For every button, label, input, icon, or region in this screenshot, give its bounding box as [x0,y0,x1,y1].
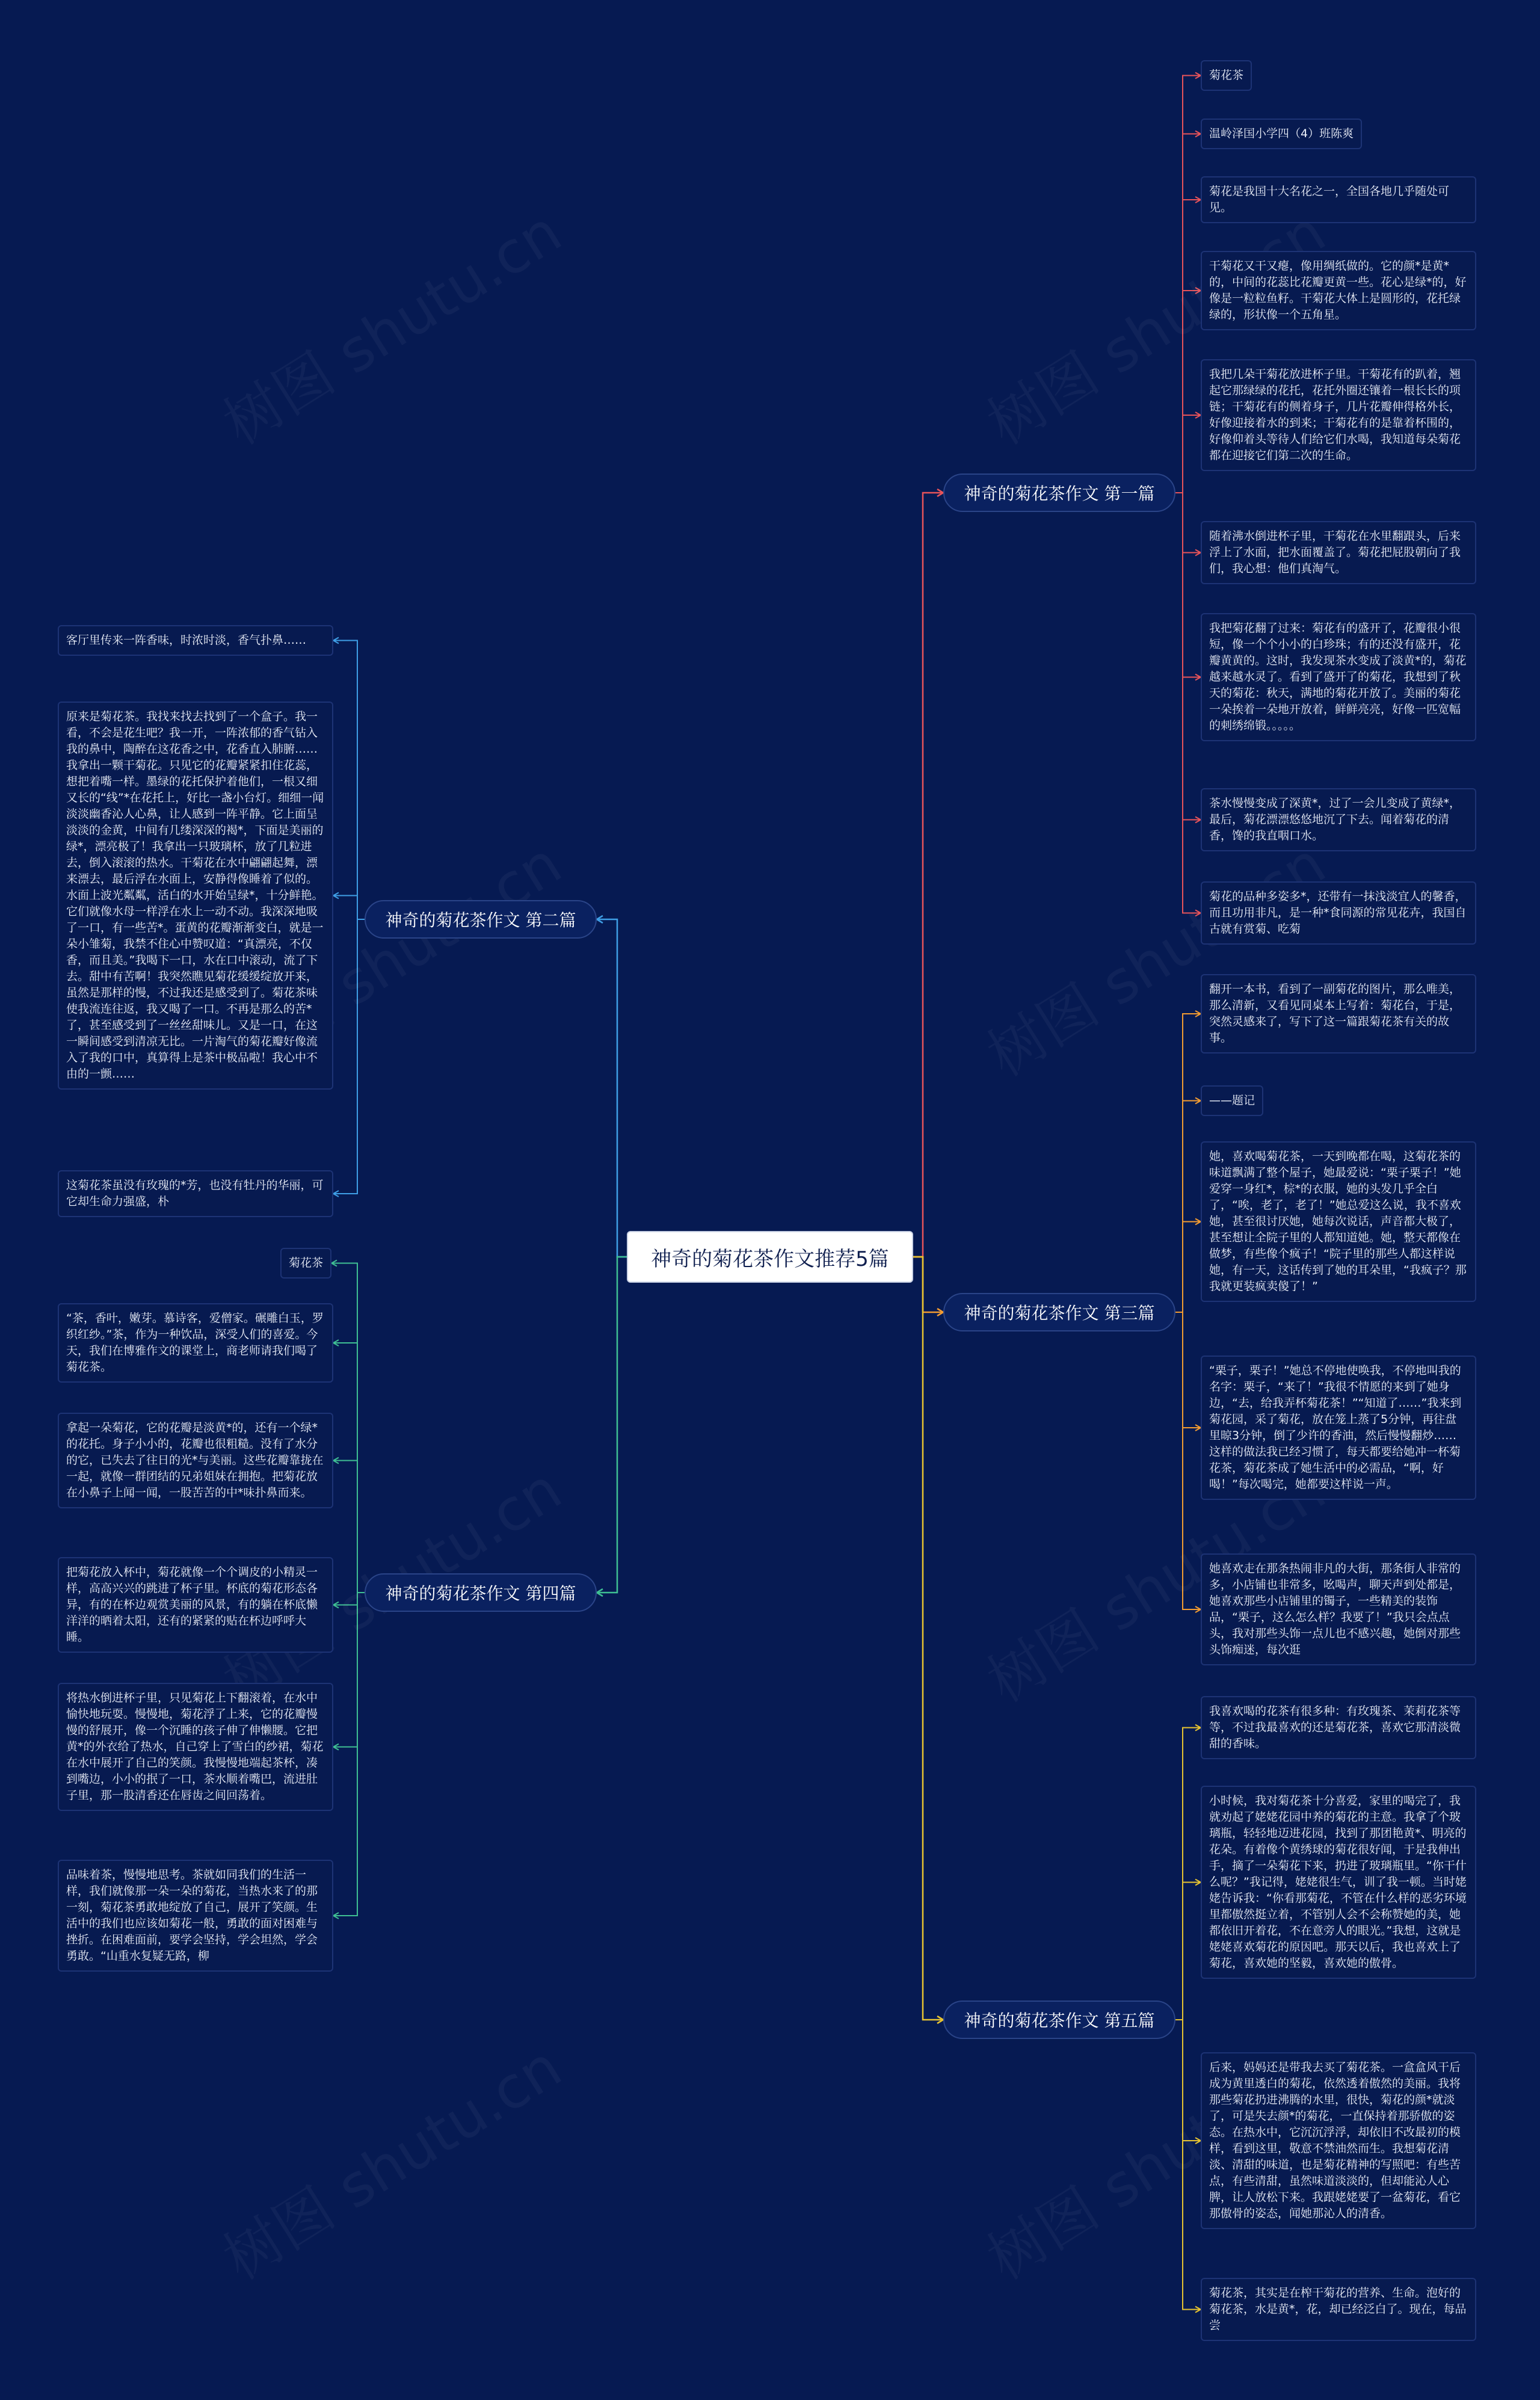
leaf-node[interactable]: 菊花是我国十大名花之一，全国各地几乎随处可见。 [1201,176,1476,223]
connector-branch-leaf [1175,2020,1201,2310]
leaf-node[interactable]: 菊花的品种多姿多*，还带有一抹浅淡宜人的馨香，而且功用非凡，是一种*食同源的常见花卉，我国自古就有赏菊、吃菊 [1201,881,1476,945]
branch-node-3[interactable]: 神奇的菊花茶作文 第三篇 [943,1293,1175,1331]
connector-branch-leaf [333,1593,365,1747]
leaf-node[interactable]: 这菊花茶虽没有玫瑰的*芳，也没有牡丹的华丽，可它却生命力强盛，朴 [58,1170,333,1217]
leaf-node[interactable]: 茶水慢慢变成了深黄*，过了一会儿变成了黄绿*，最后，菊花漂漂悠悠地沉了下去。闻着菊花的清香，馋的我直咽口水。 [1201,788,1476,851]
connector-branch-leaf [1175,493,1201,913]
leaf-node[interactable]: 她喜欢走在那条热闹非凡的大街，那条街人非常的多，小店铺也非常多，吆喝声，聊天声到处都是，她喜欢那些小店铺里的镯子，一些精美的装饰品，“栗子，这么怎么样？我要了！”我只会点点头，我对那些头饰一点儿也不感兴趣，她倒对那些头饰痴迷，每次逛 [1201,1553,1476,1665]
leaf-node[interactable]: 将热水倒进杯子里，只见菊花上下翻滚着，在水中愉快地玩耍。慢慢地，菊花浮了上来，它的花瓣慢慢的舒展开，像一个沉睡的孩子伸了伸懒腰。它把黄*的外衣给了热水，自己穿上了雪白的纱裙，菊花在水中展开了自己的笑颜。我慢慢地端起茶杯，凑到嘴边，小小的抿了一口，茶水顺着嘴巴，流进肚子里，那一股清香还在唇齿之间回荡着。 [58,1683,333,1811]
connector-branch-leaf [1175,1728,1201,2020]
connector-branch-leaf [333,1593,365,1916]
connector-branch-leaf [1175,493,1201,677]
connector-branch-leaf [1175,1014,1201,1312]
leaf-node[interactable]: 我把几朵干菊花放进杯子里。干菊花有的趴着，翘起它那绿绿的花托，花托外圈还镶着一根长长的项链；干菊花有的侧着身子，几片花瓣伸得格外长，好像迎接着水的到来；干菊花有的是靠着杯围的，好像仰着头等待人们给它们水喝，我知道每朵菊花都在迎接它们第二次的生命。 [1201,359,1476,471]
connector-branch-leaf [1175,291,1201,493]
leaf-node[interactable]: 翻开一本书，看到了一副菊花的图片，那么唯美，那么清新，又看见同桌本上写着：菊花台，于是，突然灵感来了，写下了这一篇跟菊花茶有关的故事。 [1201,974,1476,1053]
connector-branch-leaf [333,896,365,920]
leaf-node[interactable]: 温岭泽国小学四（4）班陈爽 [1201,119,1362,149]
leaf-node[interactable]: 干菊花又干又瘪，像用绸纸做的。它的颜*是黄*的，中间的花蕊比花瓣更黄一些。花心是绿*的，好像是一粒粒鱼籽。干菊花大体上是圆形的，花托绿绿的，形状像一个五角星。 [1201,251,1476,330]
branch-node-4[interactable]: 神奇的菊花茶作文 第四篇 [365,1573,597,1612]
leaf-node[interactable]: 原来是菊花茶。我找来找去找到了一个盒子。我一看，不会是花生吧？我一开，一阵浓郁的香气钻入我的鼻中，陶醉在这花香之中，花香直入肺腑……我拿出一颗干菊花。只见它的花瓣紧紧扣住花蕊，想把着嘴一样。墨绿的花托保护着他们，一根又细又长的“线”*在花托上，好比一盏小台灯。细细一闻淡淡幽香沁人心鼻，让人感到一阵平静。它上面呈淡淡的金黄，中间有几缕深深的褐*，下面是美丽的绿*，漂亮极了！我拿出一只玻璃杯，放了几粒进去，倒入滚滚的热水。干菊花在水中翩翩起舞，漂来漂去，最后浮在水面上，安静得像睡着了似的。水面上波光粼粼，活白的水开始呈绿*，十分鲜艳。它们就像水母一样浮在水上一动不动。我深深地吸了一口，有一些苦*。蛋黄的花瓣渐渐变白，就是一朵小雏菊，我禁不住心中赞叹道：“真漂亮，不仅香，而且美。”我喝下一口，水在口中滚动，流了下去。甜中有苦啊！我突然瞧见菊花缓缓绽放开来，虽然是那样的慢，不过我还是感受到了。菊花茶味使我流连往返，我又喝了一口。不再是那么的苦*了，甚至感受到了一丝丝甜味儿。又是一口，在这一瞬间感受到清凉无比。一片淘气的菊花瓣好像流入了我的口中，真算得上是茶中极品啦！我心中不由的一颤…… [58,702,333,1090]
connector-branch-leaf [333,919,365,1194]
connector-branch-leaf [331,1263,365,1593]
branch-node-1[interactable]: 神奇的菊花茶作文 第一篇 [943,474,1175,512]
connector-root-branch [597,1257,627,1593]
branch-node-2[interactable]: 神奇的菊花茶作文 第二篇 [365,900,597,939]
leaf-node[interactable]: 小时候，我对菊花茶十分喜爱，家里的喝完了，我就劝起了姥姥花园中养的菊花的主意。我拿了个玻璃瓶，轻轻地迈进花园，找到了那团艳黄*、明亮的花朵。有着像个黄绣球的菊花很好闻，于是我伸出手，摘了一朵菊花下来，扔进了玻璃瓶里。“你干什么呢？”我记得，姥姥很生气，训了我一顿。当时姥姥告诉我：“你看那菊花，不管在什么样的恶劣环境里都傲然挺立着，不管别人会不会称赞她的美，她都依旧开着花，不在意旁人的眼光。”我想，这就是姥姥喜欢菊花的原因吧。那天以后，我也喜欢上了菊花，喜欢她的坚毅，喜欢她的傲骨。 [1201,1786,1476,1979]
root-node[interactable]: 神奇的菊花茶作文推荐5篇 [627,1231,913,1283]
connector-branch-leaf [1175,1312,1201,1428]
connector-branch-leaf [333,1343,365,1593]
connector-branch-leaf [1175,493,1201,553]
connector-root-branch [913,493,943,1257]
connector-branch-leaf [1175,493,1201,820]
connector-root-branch [913,1257,943,2020]
leaf-node[interactable]: 随着沸水倒进杯子里，干菊花在水里翻跟头，后来浮上了水面，把水面覆盖了。菊花把屁股朝向了我们，我心想：他们真淘气。 [1201,521,1476,584]
connector-branch-leaf [1175,1883,1201,2020]
connector-root-branch [913,1257,943,1312]
connector-branch-leaf [1175,200,1201,493]
connector-branch-leaf [333,1593,365,1605]
leaf-node[interactable]: 把菊花放入杯中，菊花就像一个个调皮的小精灵一样，高高兴兴的跳进了杯子里。杯底的菊花形态各异，有的在杯边观赏美丽的风景，有的躺在杯底懒洋洋的晒着太阳，还有的紧紧的贴在杯边呼呼大睡。 [58,1557,333,1653]
connector-branch-leaf [333,641,365,920]
leaf-node[interactable]: 菊花茶 [1201,60,1252,91]
connector-branch-leaf [1175,415,1201,493]
connector-branch-leaf [1175,1101,1201,1313]
connector-branch-leaf [1175,1222,1201,1313]
leaf-node[interactable]: 我喜欢喝的花茶有很多种：有玫瑰茶、茉莉花茶等等，不过我最喜欢的还是菊花茶，喜欢它那清淡微甜的香味。 [1201,1696,1476,1759]
leaf-node[interactable]: 菊花茶 [280,1248,331,1279]
connector-branch-leaf [1175,2020,1201,2141]
leaf-node[interactable]: ——题记 [1201,1085,1263,1116]
connector-root-branch [597,919,627,1257]
leaf-node[interactable]: 后来，妈妈还是带我去买了菊花茶。一盒盒风干后成为黄里透白的菊花，依然透着傲然的美丽。我将那些菊花扔进沸腾的水里，很快，菊花的颜*就淡了，可是失去颜*的菊花，一直保持着那骄傲的姿态。在热水中，它沉沉浮浮，却依旧不改最初的模样，看到这里，敬意不禁油然而生。我想菊花清淡、清甜的味道，也是菊花精神的写照吧：有些苦点，有些清甜，虽然味道淡淡的，但却能沁人心脾，让人放松下来。我跟姥姥要了一盆菊花，看它那傲骨的姿态，闻她那沁人的清香。 [1201,2052,1476,2229]
leaf-node[interactable]: 拿起一朵菊花，它的花瓣是淡黄*的，还有一个绿*的花托。身子小小的，花瓣也很粗糙。没有了水分的它，已失去了往日的光*与美丽。这些花瓣靠拢在一起，就像一群团结的兄弟姐妹在拥抱。把菊花放在小鼻子上闻一闻，一股苦苦的中*味扑鼻而来。 [58,1413,333,1508]
branch-node-5[interactable]: 神奇的菊花茶作文 第五篇 [943,2001,1175,2039]
leaf-node[interactable]: 品味着茶，慢慢地思考。茶就如同我们的生活一样，我们就像那一朵一朵的菊花，当热水来了的那一刻，菊花茶勇敢地绽放了自己，展开了笑颜。生活中的我们也应该如菊花一般，勇敢的面对困难与挫折。在困难面前，要学会坚持，学会坦然，学会勇敢。“山重水复疑无路，柳 [58,1860,333,1972]
connector-branch-leaf [333,1461,365,1593]
connector-branch-leaf [1175,76,1201,493]
leaf-node[interactable]: 她，喜欢喝菊花茶，一天到晚都在喝，这菊花茶的味道飘满了整个屋子，她最爱说：“栗子栗子！”她爱穿一身红*，棕*的衣服，她的头发几乎全白了，“唉，老了，老了！”她总爱这么说，我不喜欢她，甚至很讨厌她，她每次说话，声音都大极了，甚至想让全院子里的人都知道她。她，整天都像在做梦，有些像个疯子！“院子里的那些人都这样说她，有一天，这话传到了她的耳朵里，“我疯子？那我就更装疯卖傻了！” [1201,1141,1476,1302]
leaf-node[interactable]: 客厅里传来一阵香味，时浓时淡，香气扑鼻…… [58,625,333,656]
connector-branch-leaf [1175,1312,1201,1609]
connector-branch-leaf [1175,134,1201,493]
leaf-node[interactable]: “栗子，栗子！”她总不停地使唤我，不停地叫我的名字：栗子，“来了！”我很不情愿的来到了她身边，“去，给我弄杯菊花茶！”“知道了……”我来到菊花园，采了菊花，放在笼上蒸了5分钟，再往盘里晾3分钟，倒了少许的香油，然后慢慢翻炒……这样的做法我已经习惯了，每天都要给她冲一杯菊花茶，菊花茶成了她生活中的必需品，“啊，好喝！”每次喝完，她都要这样说一声。 [1201,1356,1476,1500]
leaf-node[interactable]: “茶，香叶，嫩芽。慕诗客，爱僧家。碾雕白玉，罗织红纱。”茶，作为一种饮品，深受人们的喜爱。今天，我们在博雅作文的课堂上，商老师请我们喝了菊花茶。 [58,1303,333,1383]
leaf-node[interactable]: 菊花茶，其实是在榨干菊花的营养、生命。泡好的菊花茶，水是黄*，花，却已经泛白了。现在，每品尝 [1201,2278,1476,2341]
leaf-node[interactable]: 我把菊花翻了过来：菊花有的盛开了，花瓣很小很短，像一个个小小的白珍珠；有的还没有盛开，花瓣黄黄的。这时，我发现茶水变成了淡黄*的，菊花越来越水灵了。看到了盛开了的菊花，我想到了秋天的菊花：秋天，满地的菊花开放了。美丽的菊花一朵挨着一朵地开放着，鲜鲜亮亮，好像一匹宽幅的刺绣绵锻。。。。。 [1201,613,1476,741]
